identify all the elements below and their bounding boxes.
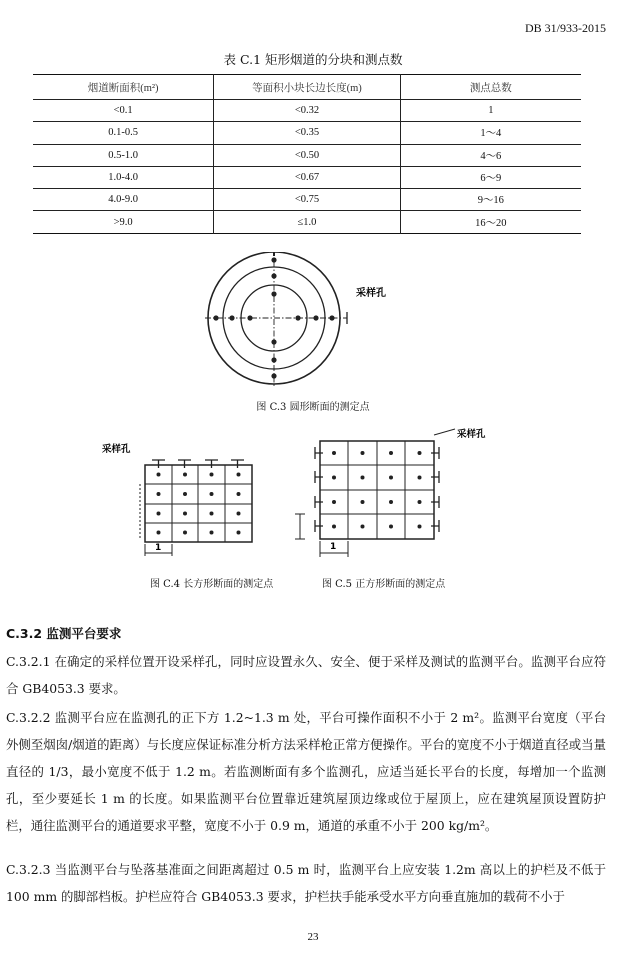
table-cell: ≤1.0 <box>214 211 400 233</box>
measurement-point <box>361 451 365 455</box>
col-header: 测点总数 <box>469 82 512 94</box>
page-number: 23 <box>307 931 319 943</box>
measurement-point <box>271 373 276 378</box>
table-row <box>33 122 581 144</box>
table-caption: 表 C.1 矩形烟道的分块和测点数 <box>223 52 403 67</box>
measurement-point <box>332 451 336 455</box>
table-cell: 0.1-0.5 <box>33 122 214 144</box>
circular-section-diagram <box>195 252 445 394</box>
measurement-point <box>271 273 276 278</box>
measurement-point <box>271 291 276 296</box>
measurement-point <box>418 476 422 480</box>
measurement-point <box>237 473 241 477</box>
table-cell: <0.50 <box>214 144 400 166</box>
dimension-label: 1 <box>155 543 162 553</box>
measurement-point <box>389 500 393 504</box>
measurement-point <box>210 531 214 535</box>
measurement-point <box>157 492 161 496</box>
measurement-point <box>157 531 161 535</box>
table-cell: <0.35 <box>214 122 400 144</box>
measurement-point <box>271 257 276 262</box>
table-row <box>33 189 581 211</box>
section-heading: C.3.2 监测平台要求 <box>6 626 122 641</box>
paragraph-c3-2-1: C.3.2.1 在确定的采样位置开设采样孔，同时应设置永久、安全、便于采样及测试的监测平台。监测平台应符合 GB4053.3 要求。 <box>6 654 606 696</box>
table-header-row <box>33 75 581 100</box>
table-row <box>33 100 581 122</box>
measurement-point <box>329 315 334 320</box>
table-cell: 6～9 <box>480 173 502 185</box>
measurement-point <box>418 525 422 529</box>
measurement-point <box>183 473 187 477</box>
figure-c3-caption: 图 C.3 圆形断面的测定点 <box>256 402 370 413</box>
dimension-label: 1 <box>330 542 337 552</box>
table-cell: 1.0-4.0 <box>33 166 214 188</box>
measurement-point <box>361 476 365 480</box>
standard-number: DB 31/933-2015 <box>525 21 606 35</box>
figure-c4-caption: 图 C.4 长方形断面的测定点 <box>150 579 274 590</box>
measurement-point <box>210 492 214 496</box>
measurement-point <box>183 512 187 516</box>
measurement-point <box>271 339 276 344</box>
figure-c5-caption: 图 C.5 正方形断面的测定点 <box>322 579 446 590</box>
table-row <box>33 166 581 188</box>
sampling-port-label: 采样孔 <box>102 444 131 455</box>
measurement-point <box>332 525 336 529</box>
measurement-point <box>389 451 393 455</box>
paragraph-c3-2-3: C.3.2.3 当监测平台与坠落基准面之间距离超过 0.5 m 时，监测平台上应安装 1.2m 高以上的护栏及不低于 100 mm 的脚部档板。护栏应符合 GB4053.3 要求，护栏扶手能承受水平方向垂直施加的载荷不小于 <box>6 862 606 904</box>
measurement-point <box>361 500 365 504</box>
label-leader <box>434 429 455 435</box>
measurement-point <box>389 525 393 529</box>
measurement-point <box>157 512 161 516</box>
table-cell: 4～6 <box>480 150 502 162</box>
measurement-point <box>183 492 187 496</box>
measurement-point <box>183 531 187 535</box>
table-cell: 16～20 <box>475 217 507 229</box>
table-cell: 0.5-1.0 <box>33 144 214 166</box>
measurement-point <box>313 315 318 320</box>
measurement-point <box>237 492 241 496</box>
measurement-point <box>247 315 252 320</box>
table-row <box>33 144 581 166</box>
table-row <box>33 211 581 233</box>
measurement-point <box>229 315 234 320</box>
table-cell: <0.75 <box>214 189 400 211</box>
table-cell: <0.1 <box>33 100 214 122</box>
table-cell: <0.32 <box>214 100 400 122</box>
table-cell: 4.0-9.0 <box>33 189 214 211</box>
measurement-point <box>361 525 365 529</box>
measurement-point <box>237 512 241 516</box>
measurement-point <box>418 451 422 455</box>
table-cell: 1～4 <box>480 128 502 140</box>
measurement-point <box>295 315 300 320</box>
rectangular-section-diagram <box>100 440 265 562</box>
measurement-point <box>389 476 393 480</box>
measurement-point <box>210 473 214 477</box>
measurement-point <box>237 531 241 535</box>
measurement-point <box>213 315 218 320</box>
col-header: 等面积小块长边长度(m) <box>214 75 400 100</box>
table-cell: 9～16 <box>477 195 504 207</box>
measurement-point <box>418 500 422 504</box>
sampling-table <box>33 74 581 234</box>
measurement-point <box>271 357 276 362</box>
table-cell: 1 <box>488 105 494 117</box>
square-section-diagram <box>290 425 515 563</box>
measurement-point <box>210 512 214 516</box>
measurement-point <box>332 476 336 480</box>
table-cell: <0.67 <box>214 166 400 188</box>
paragraph-c3-2-2: C.3.2.2 监测平台应在监测孔的正下方 1.2~1.3 m 处，平台可操作面积不小于 2 m²。监测平台宽度（平台外侧至烟囱/烟道的距离）与长度应保证标准分析方法采样枪正常方便操作。平台的宽度不小于烟道直径或当量直径的 1/3，最小宽度不低于 1.2 m。若监测断面有多个监测孔，应适当延长平台的长度，每增加一个监测孔，至少要延长 1 m 的长度。如果监测平台位置靠近建筑屋顶边缘或位于屋顶上，应在建筑屋顶设置防护栏，通往监测平台的通道要求平整，宽度不小于 0.9 m，通道的承重不小于 200 kg/m²。 <box>6 710 606 833</box>
sampling-port-label: 采样孔 <box>356 288 386 299</box>
col-header: 烟道断面积(m²) <box>33 75 214 100</box>
sampling-port-label: 采样孔 <box>457 429 486 440</box>
measurement-point <box>332 500 336 504</box>
measurement-point <box>157 473 161 477</box>
table-cell: >9.0 <box>33 211 214 233</box>
